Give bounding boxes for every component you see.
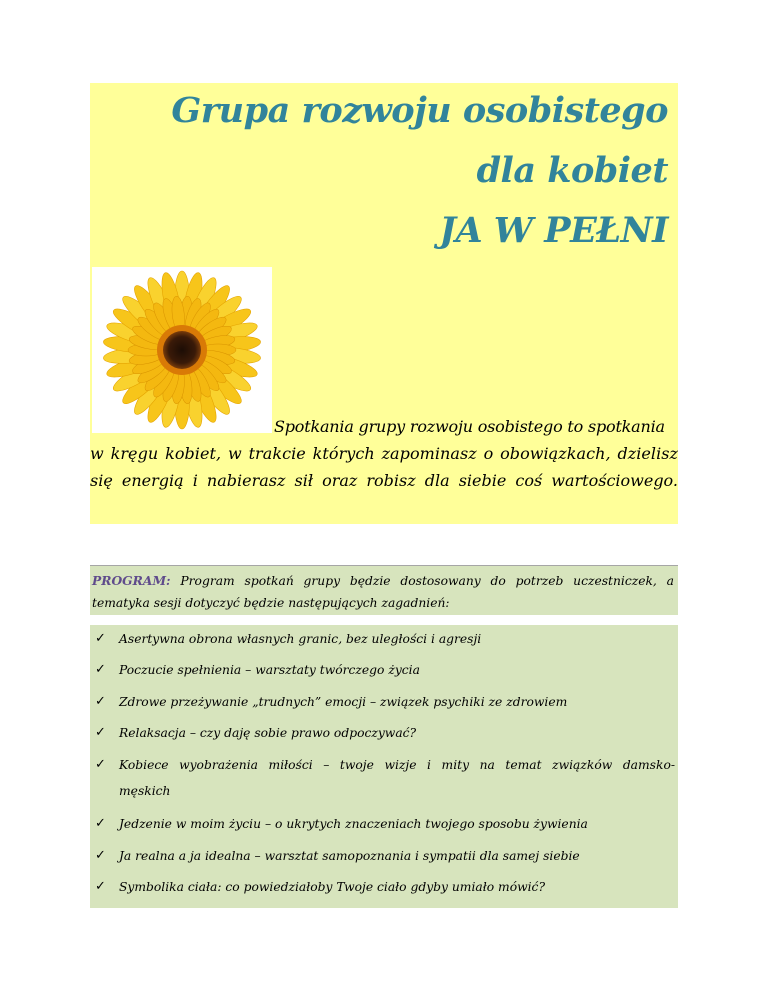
intro-line-1: Spotkania grupy rozwoju osobistego to spotkania (274, 417, 665, 436)
check-icon: ✓ (95, 816, 106, 831)
check-icon: ✓ (95, 662, 106, 677)
intro-line-3: się energią i nabierasz sił oraz robisz dla siebie coś wartościowego. (90, 471, 678, 490)
title-line-3: JA W PEŁNI (439, 210, 668, 251)
topic-text: Ja realna a ja idealna – warsztat samopoznania i sympatii dla samej siebie (119, 849, 580, 863)
program-panel (90, 565, 678, 615)
intro-line-2: w kręgu kobiet, w trakcie których zapominasz o obowiązkach, dzielisz (90, 444, 678, 463)
topic-text (119, 755, 675, 801)
intro-paragraph (90, 413, 678, 494)
program-label: PROGRAM: (92, 573, 171, 588)
gerbera-flower-icon (92, 267, 272, 433)
topic-text: Symbolika ciała: co powiedziałoby Twoje ciało gdyby umiało mówić? (119, 880, 546, 894)
topic-text: Asertywna obrona własnych granic, bez uległości i agresji (119, 632, 482, 646)
topic-text-line-2: męskich (119, 784, 171, 798)
check-icon: ✓ (95, 694, 106, 709)
program-text-line-1: Program spotkań grupy będzie dostosowany do potrzeb uczestniczek, a (180, 574, 674, 588)
program-text-line-2: tematyka sesji dotyczyć będzie następujących zagadnień: (92, 596, 450, 610)
check-icon: ✓ (95, 631, 106, 646)
check-icon: ✓ (95, 725, 106, 740)
program-description (92, 570, 674, 614)
topic-text: Zdrowe przeżywanie „trudnych” emocji – związek psychiki ze zdrowiem (119, 695, 568, 709)
topic-text-line-1: Kobiece wyobrażenia miłości – twoje wizje i mity na temat związków damsko- (119, 758, 675, 772)
topic-text: Poczucie spełnienia – warsztaty twórczego życia (119, 663, 420, 677)
title-line-1: Grupa rozwoju osobistego (171, 90, 668, 131)
topics-list (90, 625, 678, 908)
title-line-2: dla kobiet (476, 150, 668, 191)
check-icon: ✓ (95, 879, 106, 894)
check-icon: ✓ (95, 848, 106, 863)
topic-text: Jedzenie w moim życiu – o ukrytych znaczeniach twojego sposobu żywienia (119, 817, 588, 831)
check-icon: ✓ (95, 757, 106, 772)
program-row-1 (92, 570, 674, 592)
topic-text: Relaksacja – czy daję sobie prawo odpoczywać? (119, 726, 417, 740)
header-panel (90, 83, 678, 524)
